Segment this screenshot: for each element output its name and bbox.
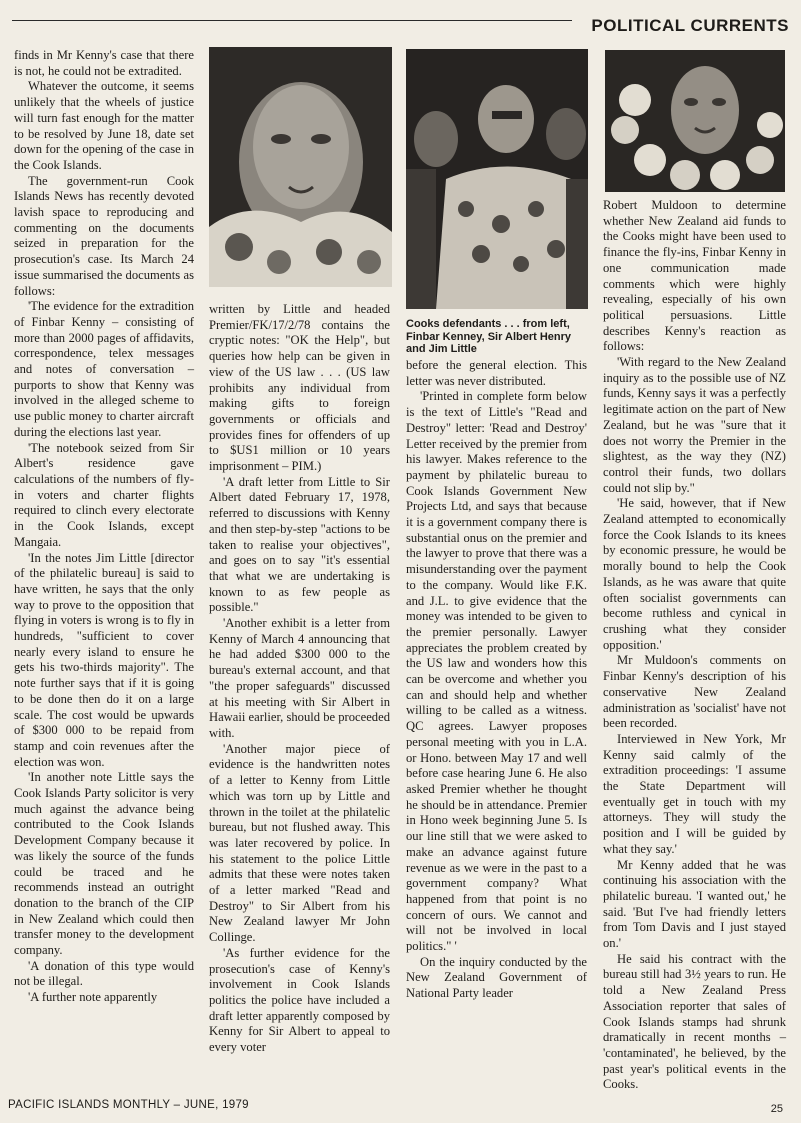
paragraph: 'He said, however, that if New Zealand attempted to economically force the Cook Islands to its knees by economic pressure, he would be morally bound to help the Cook Islands, as he was aware that quite often socialist governments can become ruthless and cynical in crushing what they consider opposition.' xyxy=(603,496,786,652)
paragraph: Mr Kenny added that he was continuing his association with the philatelic bureau. 'I wanted out,' he said. 'But I've had friendly letters from Tom Davis and I just stayed on.' xyxy=(603,857,786,951)
paragraph: On the inquiry conducted by the New Zealand Government of National Party leader xyxy=(406,954,587,1001)
photo-caption: Cooks defendants . . . from left, Finbar Kenney, Sir Albert Henry and Jim Little xyxy=(406,318,572,355)
portrait-garland-photo xyxy=(605,50,785,192)
paragraph: written by Little and headed Premier/FK/17/2/78 contains the cryptic notes: "OK the Help", but queries how help can be given in view of the US law . . . (US law prohibits any individual from making gifts to foreign governments or officials and provides fines for offenders of up to $US1 million or 10 years imprisonment – PIM.) xyxy=(209,302,390,474)
article-column-2 xyxy=(209,302,390,1056)
group-photo xyxy=(406,49,588,309)
paragraph: 'Another exhibit is a letter from Kenny of March 4 announcing that he had added $300 000 to the bureau's external account, and that "the proper safeguards" discussed at his meeting with Sir Albert in Hawaii earlier, should be proceeded with. xyxy=(209,616,390,740)
paragraph: He said his contract with the bureau still had 3½ years to run. He told a New Zealand Press Association reporter that sales of Cook Islands stamps had shrunk dramatically in recent months – 'contaminated', he believed, by the past year's political events in the Cooks. xyxy=(603,951,786,1092)
paragraph: 'A draft letter from Little to Sir Albert dated February 17, 1978, referred to discussions with Kenny and then step-by-step "actions to be taken to realise your objectives", and goes on to say "it's essential that what we are undertaking is known to as few people as possible." xyxy=(209,474,390,615)
paragraph: 'In another note Little says the Cook Islands Party solicitor is very much against the advance being contributed to the Cook Islands Development Company because it was likely the source of the funds could be traced and he recommends instead an outright donation to the branch of the CIP in New Zealand which could then transfer money to the development company. xyxy=(14,770,194,958)
paragraph: Mr Muldoon's comments on Finbar Kenny's description of his conservative New Zealand administration as 'socialist' have not been recorded. xyxy=(603,653,786,731)
paragraph: 'With regard to the New Zealand inquiry as to the possible use of NZ funds, Kenny says it was a perfectly legitimate action on the part of New Zealand, but he was "sure that it does not worry the Premier in the slightest, as the way they (NZ) control their funds, two dollars could not slip by." xyxy=(603,355,786,495)
paragraph: 'The evidence for the extradition of Finbar Kenny – consisting of more than 2000 pages of affidavits, correspondence, telex messages and notes of conversation – purports to show that Kenny was involved in the alleged scheme to use public money to charter aircraft during the elections last year. xyxy=(14,299,194,439)
paragraph: The government-run Cook Islands News has recently devoted lavish space to reproducing and commenting on the documents seized in preparation for the prosecution's case. Its March 24 issue summarised the documents as follows: xyxy=(14,173,194,298)
portrait-garland-photo-icon xyxy=(605,50,785,192)
section-title: POLITICAL CURRENTS xyxy=(591,16,789,35)
paragraph: finds in Mr Kenny's case that there is not, he could not be extradited. xyxy=(14,48,194,78)
paragraph: 'Another major piece of evidence is the handwritten notes of a letter to Kenny from Little which was torn up by Little and thrown in the toilet at the philatelic bureau, but not flushed away. This was later recovered by police. In his statement to the police Little admits that these were notes taken of a letter marked "Read and Destroy" to Sir Albert from his New Zealand lawyer Mr John Collinge. xyxy=(209,741,390,945)
paragraph: Whatever the outcome, it seems unlikely that the wheels of justice will turn fast enough for the matter to be resolved by June 18, date set down for the opening of the case in the Cook Islands. xyxy=(14,79,194,172)
header-rule xyxy=(12,20,572,21)
portrait-photo xyxy=(209,47,392,287)
paragraph: before the general election. This letter was never distributed. xyxy=(406,358,587,388)
paragraph: 'As further evidence for the prosecution's case of Kenny's involvement in Cook Islands politics the police have included a draft letter apparently composed by Kenny for Sir Albert to appeal to every voter xyxy=(209,945,390,1055)
paragraph: 'Printed in complete form below is the text of Little's "Read and Destroy" letter: 'Read and Destroy' Letter received by the premier from his lawyer. Makes reference to the payment by philatelic bureau to Cook Islands Government New Projects Ltd, and says that because it is a government company there is substantial onus on the premier and the lawyer to prove that there was a misunderstanding over the payment to the company. Would like F.K. and J.L. to give evidence that the money was intended to be given to the premier personally. Lawyer appreciates the problem created by the US law and wonders how this can be overcome and whether you can and should help and whether willing to be called as a witness. QC agrees. Lawyer proposes personal meeting with you in L.A. or Hono. between May 17 and well before case hearing June 6. He also asked Premier whether he thought he should be in attendance. Premier in Hono week beginning June 5. Is our line still that we were asked to make an advance against future revenue as we were in the past to a government company? What happened from that point is no concern of ours. We cannot and will not be involved in local politics." ' xyxy=(406,389,587,954)
page-number: 25 xyxy=(770,1103,783,1115)
group-photo-icon xyxy=(406,49,588,309)
paragraph: 'A further note apparently xyxy=(28,990,158,1005)
paragraph: 'The notebook seized from Sir Albert's residence gave calculations of the numbers of fly-in voters and charter flights required to clinch every electorate in the Cook Islands, except Mangaia. xyxy=(14,440,194,549)
portrait-photo-icon xyxy=(209,47,392,287)
article-column-4 xyxy=(603,198,786,1093)
publication-footer: PACIFIC ISLANDS MONTHLY – JUNE, 1979 xyxy=(8,1099,249,1111)
article-column-3 xyxy=(406,358,587,1002)
paragraph: 'A donation of this type would not be illegal. xyxy=(14,958,194,989)
article-column-1 xyxy=(14,48,194,1006)
paragraph: 'In the notes Jim Little [director of the philatelic bureau] is said to have written, he says that the only way to prove to the opposition that flying in voters is wrong is to fly in hundreds, "sufficient to cover nearly every island to ensure he gets his two-thirds majority". The note further says that if it is going to be done then do it on a large scale. The cost would be upwards of $300 000 to be repaid from stamp and coin revenues after the election was won. xyxy=(14,550,194,769)
paragraph: Robert Muldoon to determine whether New Zealand aid funds to the Cooks might have been used to finance the fly-ins, Finbar Kenny in one communication made comments which were highly revealing, especially of his own political persuasions. Little describes Kenny's reaction as follows: xyxy=(603,198,786,354)
paragraph: Interviewed in New York, Mr Kenny said calmly of the extradition proceedings: 'I assume the State Department will eventually get in touch with my attorneys. They will study the position and I will be guided by what they say.' xyxy=(603,731,786,856)
